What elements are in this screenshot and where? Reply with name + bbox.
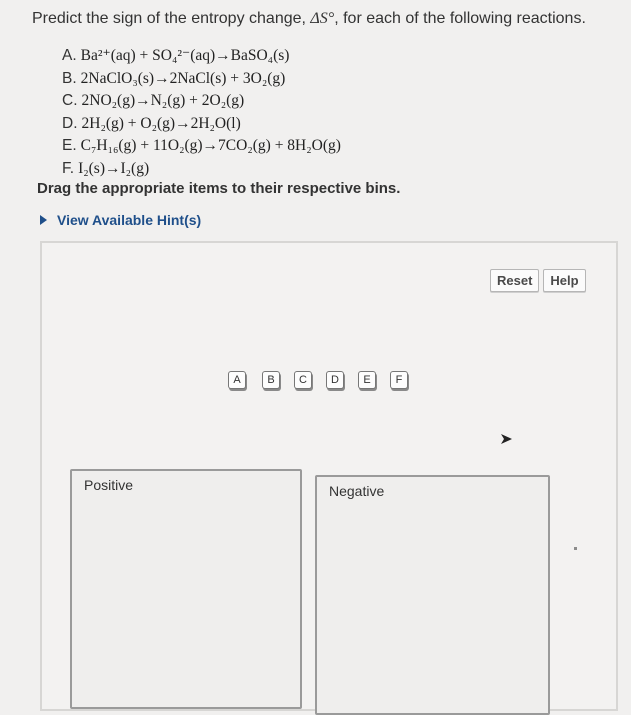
drag-item-b[interactable]: B	[262, 371, 280, 389]
positive-bin[interactable]	[70, 469, 302, 709]
help-button[interactable]: Help	[543, 269, 585, 292]
drag-drop-workspace	[40, 241, 618, 711]
reaction-e	[62, 135, 341, 158]
reaction-b	[62, 68, 341, 91]
reaction-equation: I₂(s)→I₂(g)	[78, 159, 150, 177]
reaction-equation: Ba²⁺(aq) + SO₄²⁻(aq)→BaSO₄(s)	[80, 47, 290, 64]
reaction-equation: 2NaClO₃(s)→2NaCl(s) + 3O₂(g)	[80, 69, 286, 87]
divider-dot	[574, 547, 577, 550]
reaction-equation: C₇H₁₆(g) + 11O₂(g)→7CO₂(g) + 8H₂O(g)	[80, 137, 341, 154]
workspace-toolbar	[490, 269, 586, 292]
reaction-letter: D.	[62, 114, 78, 132]
bin-label: Negative	[329, 483, 385, 499]
entropy-symbol: ΔS°	[310, 10, 335, 27]
negative-bin[interactable]	[315, 475, 550, 715]
reaction-a	[62, 45, 341, 68]
bin-label: Positive	[84, 477, 134, 493]
reaction-f	[62, 158, 341, 181]
hint-link-label: View Available Hint(s)	[57, 212, 202, 228]
reaction-d	[62, 113, 341, 136]
reset-button[interactable]: Reset	[490, 269, 539, 292]
drag-item-d[interactable]: D	[326, 371, 344, 389]
reaction-letter: E.	[62, 137, 77, 154]
drag-instruction: Drag the appropriate items to their respective bins.	[37, 180, 401, 197]
reaction-equation: 2H₂(g) + O₂(g)→2H₂O(l)	[81, 114, 241, 132]
question-prefix: Predict the sign of the entropy change,	[32, 10, 311, 27]
drag-item-e[interactable]: E	[358, 371, 376, 389]
drag-item-c[interactable]: C	[294, 371, 312, 389]
reaction-equation: 2NO₂(g)→N₂(g) + 2O₂(g)	[81, 92, 245, 109]
reaction-letter: C.	[62, 92, 78, 109]
reaction-letter: B.	[62, 69, 77, 87]
question-text	[32, 10, 586, 28]
reaction-list	[62, 45, 341, 180]
question-suffix: , for each of the following reactions.	[334, 10, 586, 27]
drag-item-a[interactable]: A	[228, 371, 246, 389]
reaction-letter: F.	[62, 159, 75, 177]
drag-item-f[interactable]: F	[390, 371, 408, 389]
expand-triangle-icon	[40, 215, 47, 225]
reaction-c	[62, 90, 341, 113]
reaction-letter: A.	[62, 47, 77, 64]
item-tray	[228, 371, 408, 389]
view-hints-link[interactable]	[40, 212, 201, 228]
cursor-arrow-icon	[499, 432, 513, 446]
